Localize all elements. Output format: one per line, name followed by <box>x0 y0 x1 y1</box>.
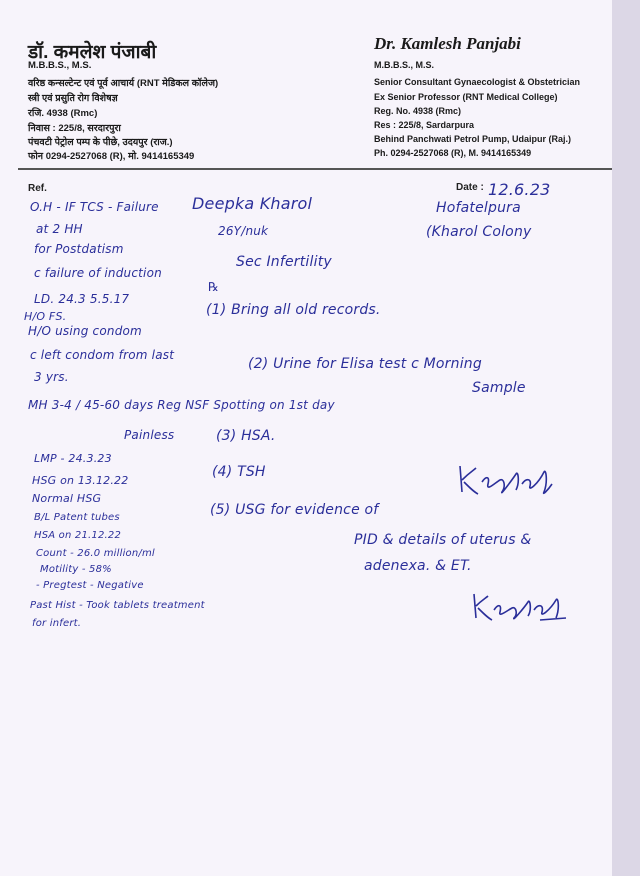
header-divider <box>18 168 612 170</box>
residence-hindi: निवास : 225/8, सरदारपुरा <box>28 123 121 134</box>
phone-hindi: फोन 0294-2527068 (R), मो. 9414165349 <box>28 151 195 162</box>
registration-hindi: रजि. 4938 (Rmc) <box>28 108 98 119</box>
order-item: (1) Bring all old records. <box>206 302 381 318</box>
note-line: 3 yrs. <box>34 370 69 384</box>
registration-english: Reg. No. 4938 (Rmc) <box>374 106 462 116</box>
note-line: HSA on 21.12.22 <box>34 530 122 541</box>
order-item: (5) USG for evidence of <box>210 502 379 518</box>
address-line1: Hofatelpura <box>436 200 521 216</box>
paper-edge <box>612 0 640 876</box>
menstrual-history: MH 3-4 / 45-60 days Reg NSF Spotting on 1st day <box>28 398 335 412</box>
doctor-name-english: Dr. Kamlesh Panjabi <box>374 34 521 53</box>
note-line: H/O FS. <box>24 310 67 323</box>
date-value: 12.6.23 <box>488 180 551 199</box>
patient-age: 26Y/nuk <box>218 224 269 238</box>
note-line: - Pregtest - Negative <box>36 580 144 591</box>
note-line: Painless <box>124 428 175 442</box>
phone-english: Ph. 0294-2527068 (R), M. 9414165349 <box>374 148 532 158</box>
note-line: for infert. <box>32 618 82 629</box>
degree-english: M.B.B.S., M.S. <box>374 60 435 70</box>
order-item: (2) Urine for Elisa test c Morning <box>248 356 482 372</box>
ref-label: Ref. <box>28 183 47 194</box>
note-line: HSG on 13.12.22 <box>32 474 129 487</box>
address-english: Behind Panchwati Petrol Pump, Udaipur (Raj.) <box>374 134 572 144</box>
note-line: at 2 HH <box>36 222 83 236</box>
address-hindi: पंचवटी पेट्रोल पम्प के पीछे, उदयपुर (राज.) <box>28 137 173 148</box>
residence-english: Res : 225/8, Sardarpura <box>374 120 475 130</box>
note-line: H/O using condom <box>28 324 142 338</box>
note-line: Normal HSG <box>32 492 102 505</box>
ex-professor-english: Ex Senior Professor (RNT Medical College) <box>374 92 558 102</box>
note-line: LD. 24.3 5.5.17 <box>34 292 130 306</box>
order-item: adenexa. & ET. <box>364 558 472 574</box>
doctor-name-hindi: डॉ. कमलेश पंजाबी <box>28 42 157 63</box>
order-item: Sample <box>472 380 526 396</box>
note-line: Count - 26.0 million/ml <box>36 548 155 559</box>
note-line: c left condom from last <box>30 348 175 362</box>
degree-hindi: M.B.B.S., M.S. <box>28 60 92 71</box>
note-line: B/L Patent tubes <box>34 512 120 523</box>
note-line: LMP - 24.3.23 <box>34 452 112 465</box>
order-item: (4) TSH <box>212 464 266 480</box>
specialty-hindi: स्त्री एवं प्रसुति रोग विशेषज्ञ <box>28 93 118 104</box>
order-item: (3) HSA. <box>216 428 276 444</box>
patient-name: Deepka Kharol <box>192 194 313 213</box>
doctor-signature <box>456 462 556 498</box>
note-line: O.H - IF TCS - Failure <box>30 200 159 214</box>
note-line: Motility - 58% <box>40 564 112 575</box>
doctor-signature <box>470 590 570 624</box>
note-line: Past Hist - Took tablets treatment <box>30 600 205 611</box>
note-line: c failure of induction <box>34 266 162 280</box>
address-line2: (Kharol Colony <box>426 224 532 240</box>
designation-english: Senior Consultant Gynaecologist & Obstetrician <box>374 77 581 87</box>
diagnosis: Sec Infertility <box>236 254 332 270</box>
rx-mark: ℞ <box>208 280 219 294</box>
designation-hindi: वरिष्ठ कन्सल्टेन्ट एवं पूर्व आचार्य (RNT मेडिकल कॉलेज) <box>28 78 219 89</box>
order-item: PID & details of uterus & <box>354 532 532 548</box>
date-label: Date : <box>456 182 484 193</box>
note-line: for Postdatism <box>34 242 124 256</box>
